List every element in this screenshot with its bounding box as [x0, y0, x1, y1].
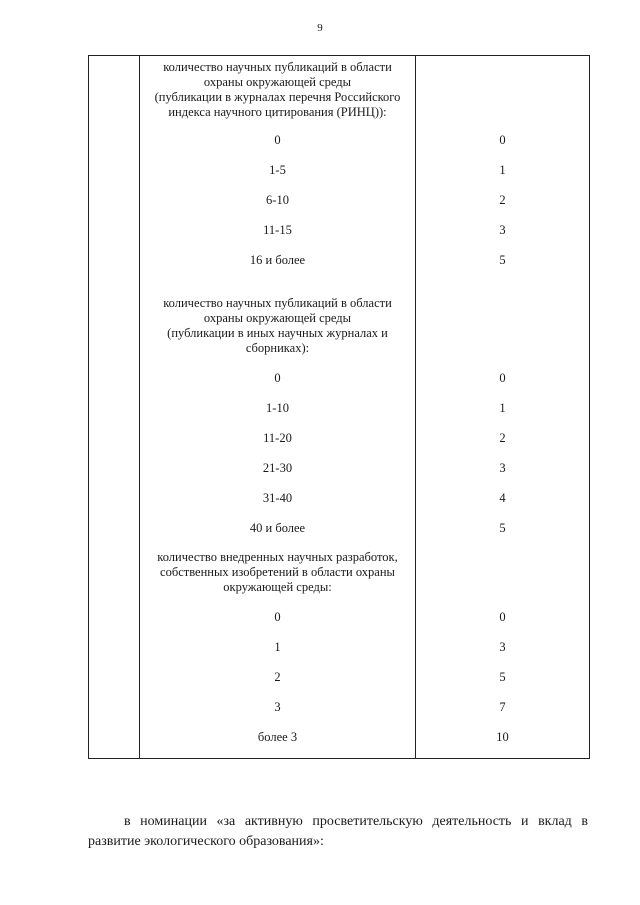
score-cell: 5 — [499, 521, 506, 535]
score-cell: 7 — [499, 700, 506, 714]
heading-line: охраны окружающей среды — [203, 311, 352, 325]
nomination-paragraph: в номинации «за активную просветительскую деятельность и вклад в развитие экологического образования»: — [88, 814, 588, 849]
range-cell: 0 — [274, 610, 281, 624]
heading-line: окружающей среды: — [223, 580, 332, 594]
range-cell: 3 — [274, 700, 281, 714]
score-cell: 3 — [499, 461, 506, 475]
score-cell: 4 — [499, 491, 506, 505]
heading-line: количество научных публикаций в области — [163, 296, 392, 310]
range-cell: 40 и более — [249, 521, 306, 535]
range-cell: 6-10 — [266, 193, 289, 207]
heading-line: количество внедренных научных разработок, — [157, 550, 398, 564]
score-cell: 0 — [499, 133, 506, 147]
section-heading — [140, 296, 415, 356]
range-cell: 21-30 — [262, 461, 293, 475]
criteria-table — [88, 55, 590, 759]
score-cell: 0 — [499, 610, 506, 624]
section-heading — [140, 60, 415, 120]
score-cell: 2 — [499, 431, 506, 445]
score-cell: 10 — [496, 730, 509, 744]
range-cell: 0 — [274, 133, 281, 147]
score-cell: 3 — [499, 640, 506, 654]
range-cell: 2 — [274, 670, 281, 684]
range-cell: 31-40 — [262, 491, 293, 505]
heading-line: (публикации в иных научных журналах и — [167, 326, 388, 340]
page-number: 9 — [317, 22, 323, 34]
heading-line: собственных изобретений в области охраны — [160, 565, 395, 579]
heading-line: сборниках): — [245, 341, 310, 355]
range-cell: более 3 — [257, 730, 298, 744]
heading-line: количество научных публикаций в области — [163, 60, 392, 74]
score-cell: 1 — [499, 163, 506, 177]
section-heading — [140, 550, 415, 595]
score-cell: 2 — [499, 193, 506, 207]
score-cell: 0 — [499, 371, 506, 385]
heading-line: (публикации в журналах перечня Российского — [154, 90, 401, 104]
range-cell: 1-10 — [266, 401, 289, 415]
score-cell: 5 — [499, 670, 506, 684]
range-cell: 11-15 — [263, 223, 292, 237]
heading-line: охраны окружающей среды — [203, 75, 352, 89]
range-cell: 0 — [274, 371, 281, 385]
range-cell: 1 — [274, 640, 281, 654]
score-cell: 1 — [499, 401, 506, 415]
range-cell: 16 и более — [249, 253, 306, 267]
range-cell: 1-5 — [269, 163, 286, 177]
range-cell: 11-20 — [263, 431, 292, 445]
score-cell: 5 — [499, 253, 506, 267]
score-cell: 3 — [499, 223, 506, 237]
heading-line: индекса научного цитирования (РИНЦ)): — [168, 105, 387, 119]
